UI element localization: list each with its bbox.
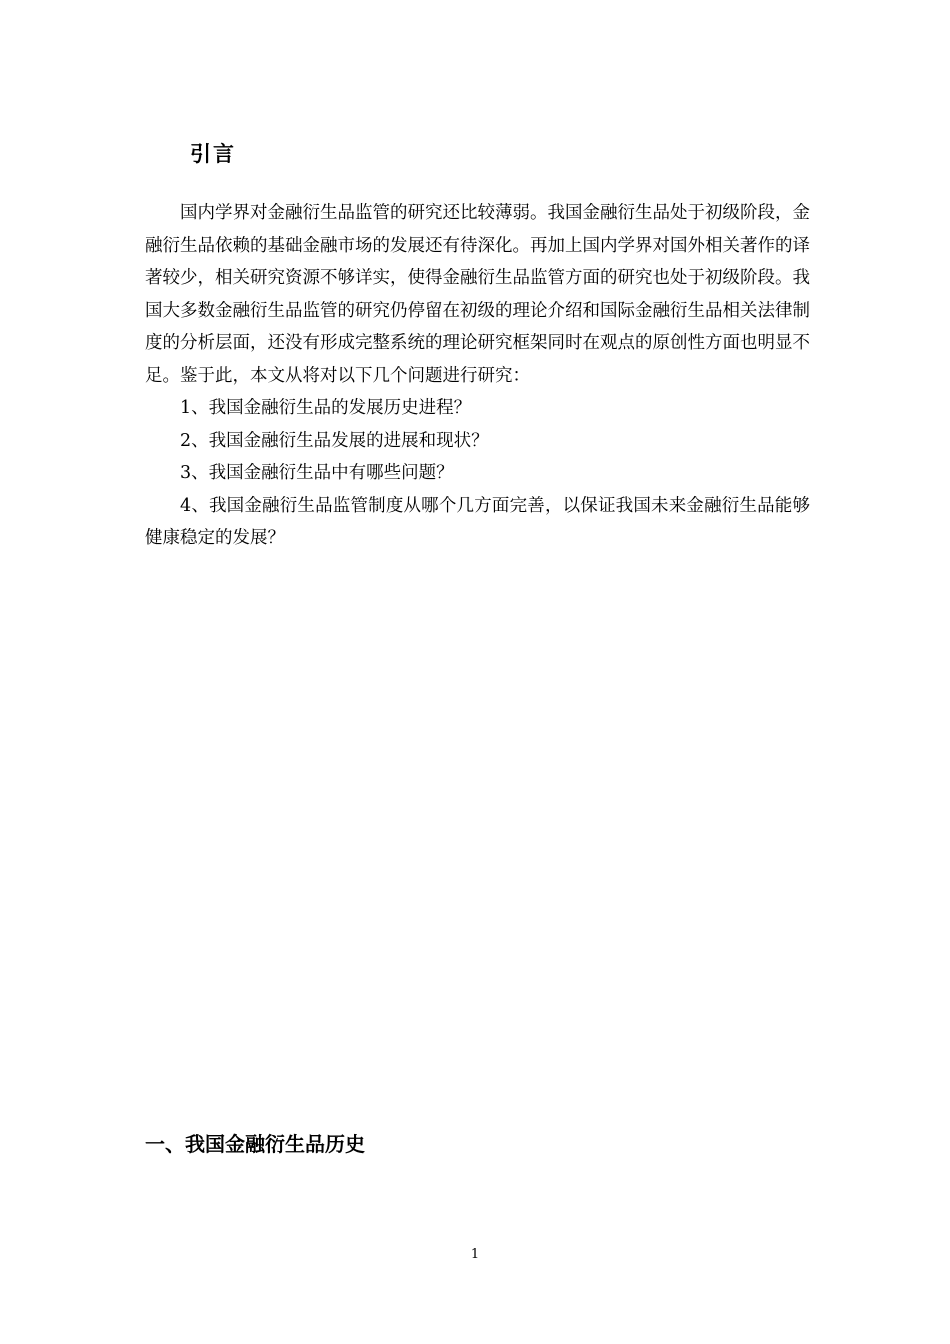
question-item-4: 4、我国金融衍生品监管制度从哪个几方面完善，以保证我国未来金融衍生品能够健康稳定的发展？ xyxy=(145,495,810,548)
intro-heading: 引言 xyxy=(190,142,236,166)
intro-body xyxy=(145,197,810,555)
question-item-3: 3、我国金融衍生品中有哪些问题？ xyxy=(180,463,454,483)
intro-paragraph: 国内学界对金融衍生品监管的研究还比较薄弱。我国金融衍生品处于初级阶段，金融衍生品依赖的基础金融市场的发展还有待深化。再加上国内学界对国外相关著作的译著较少，相关研究资源不够详实，使得金融衍生品监管方面的研究也处于初级阶段。我国大多数金融衍生品监管的研究仍停留在初级的理论介绍和国际金融衍生品相关法律制度的分析层面，还没有形成完整系统的理论研究框架同时在观点的原创性方面也明显不足。鉴于此，本文从将对以下几个问题进行研究： xyxy=(145,203,810,386)
question-item-2: 2、我国金融衍生品发展的进展和现状？ xyxy=(180,430,489,451)
page-number: 1 xyxy=(470,1247,480,1262)
section-heading-history: 一、我国金融衍生品历史 xyxy=(145,1132,365,1156)
question-item-1: 1、我国金融衍生品的发展历史进程？ xyxy=(180,398,472,418)
